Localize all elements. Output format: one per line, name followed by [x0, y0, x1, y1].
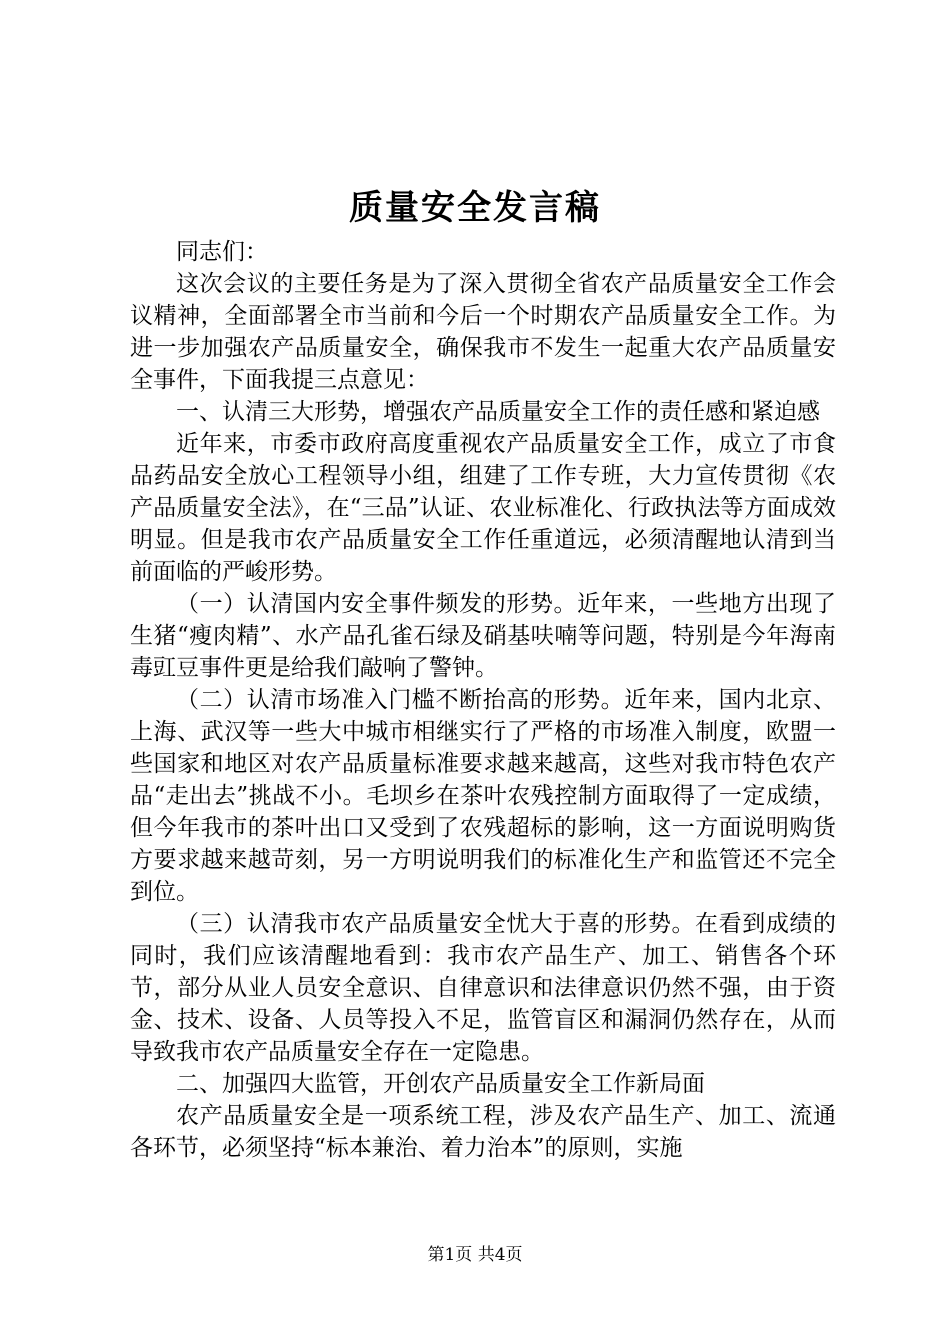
page-footer: 第1页 共4页: [427, 1245, 523, 1265]
section-1-paragraph: 近年来，市委市政府高度重视农产品质量安全工作，成立了市食品药品安全放心工程领导小组，组建了工作专班，大力宣传贯彻《农产品质量安全法》，在“三品”认证、农业标准化、行政执法等方面成效明显。但是我市农产品质量安全工作任重道远，必须清醒地认清到当前面临的严峻形势。: [130, 431, 836, 585]
salutation: 同志们：: [176, 239, 268, 265]
subsection-2-paragraph: （二）认清市场准入门槛不断抬高的形势。近年来，国内北京、上海、武汉等一些大中城市相继实行了严格的市场准入制度，欧盟一些国家和地区对农产品质量标准要求越来越高，这些对我市特色农产品“走出去”挑战不小。毛坝乡在茶叶农残控制方面取得了一定成绩，但今年我市的茶叶出口又受到了农残超标的影响，这一方面说明购货方要求越来越苛刻，另一方明说明我们的标准化生产和监管还不完全到位。: [130, 687, 836, 905]
section-heading-2: 二、加强四大监管，开创农产品质量安全工作新局面: [176, 1071, 705, 1097]
section-2-paragraph: 农产品质量安全是一项系统工程，涉及农产品生产、加工、流通各环节，必须坚持“标本兼治、着力治本”的原则，实施: [130, 1103, 836, 1161]
document-body: [130, 236, 836, 1164]
document-title: 质量安全发言稿: [349, 188, 601, 228]
section-heading-1: 一、认清三大形势，增强农产品质量安全工作的责任感和紧迫感: [176, 399, 820, 425]
intro-paragraph: 这次会议的主要任务是为了深入贯彻全省农产品质量安全工作会议精神，全面部署全市当前和今后一个时期农产品质量安全工作。为进一步加强农产品质量安全，确保我市不发生一起重大农产品质量安全事件，下面我提三点意见：: [130, 271, 836, 393]
subsection-3-paragraph: （三）认清我市农产品质量安全忧大于喜的形势。在看到成绩的同时，我们应该清醒地看到：我市农产品生产、加工、销售各个环节，部分从业人员安全意识、自律意识和法律意识仍然不强，由于资金、技术、设备、人员等投入不足，监管盲区和漏洞仍然存在，从而导致我市农产品质量安全存在一定隐患。: [130, 911, 836, 1065]
subsection-1-paragraph: （一）认清国内安全事件频发的形势。近年来，一些地方出现了生猪“瘦肉精”、水产品孔雀石绿及硝基呋喃等问题，特别是今年海南毒豇豆事件更是给我们敲响了警钟。: [130, 591, 836, 681]
